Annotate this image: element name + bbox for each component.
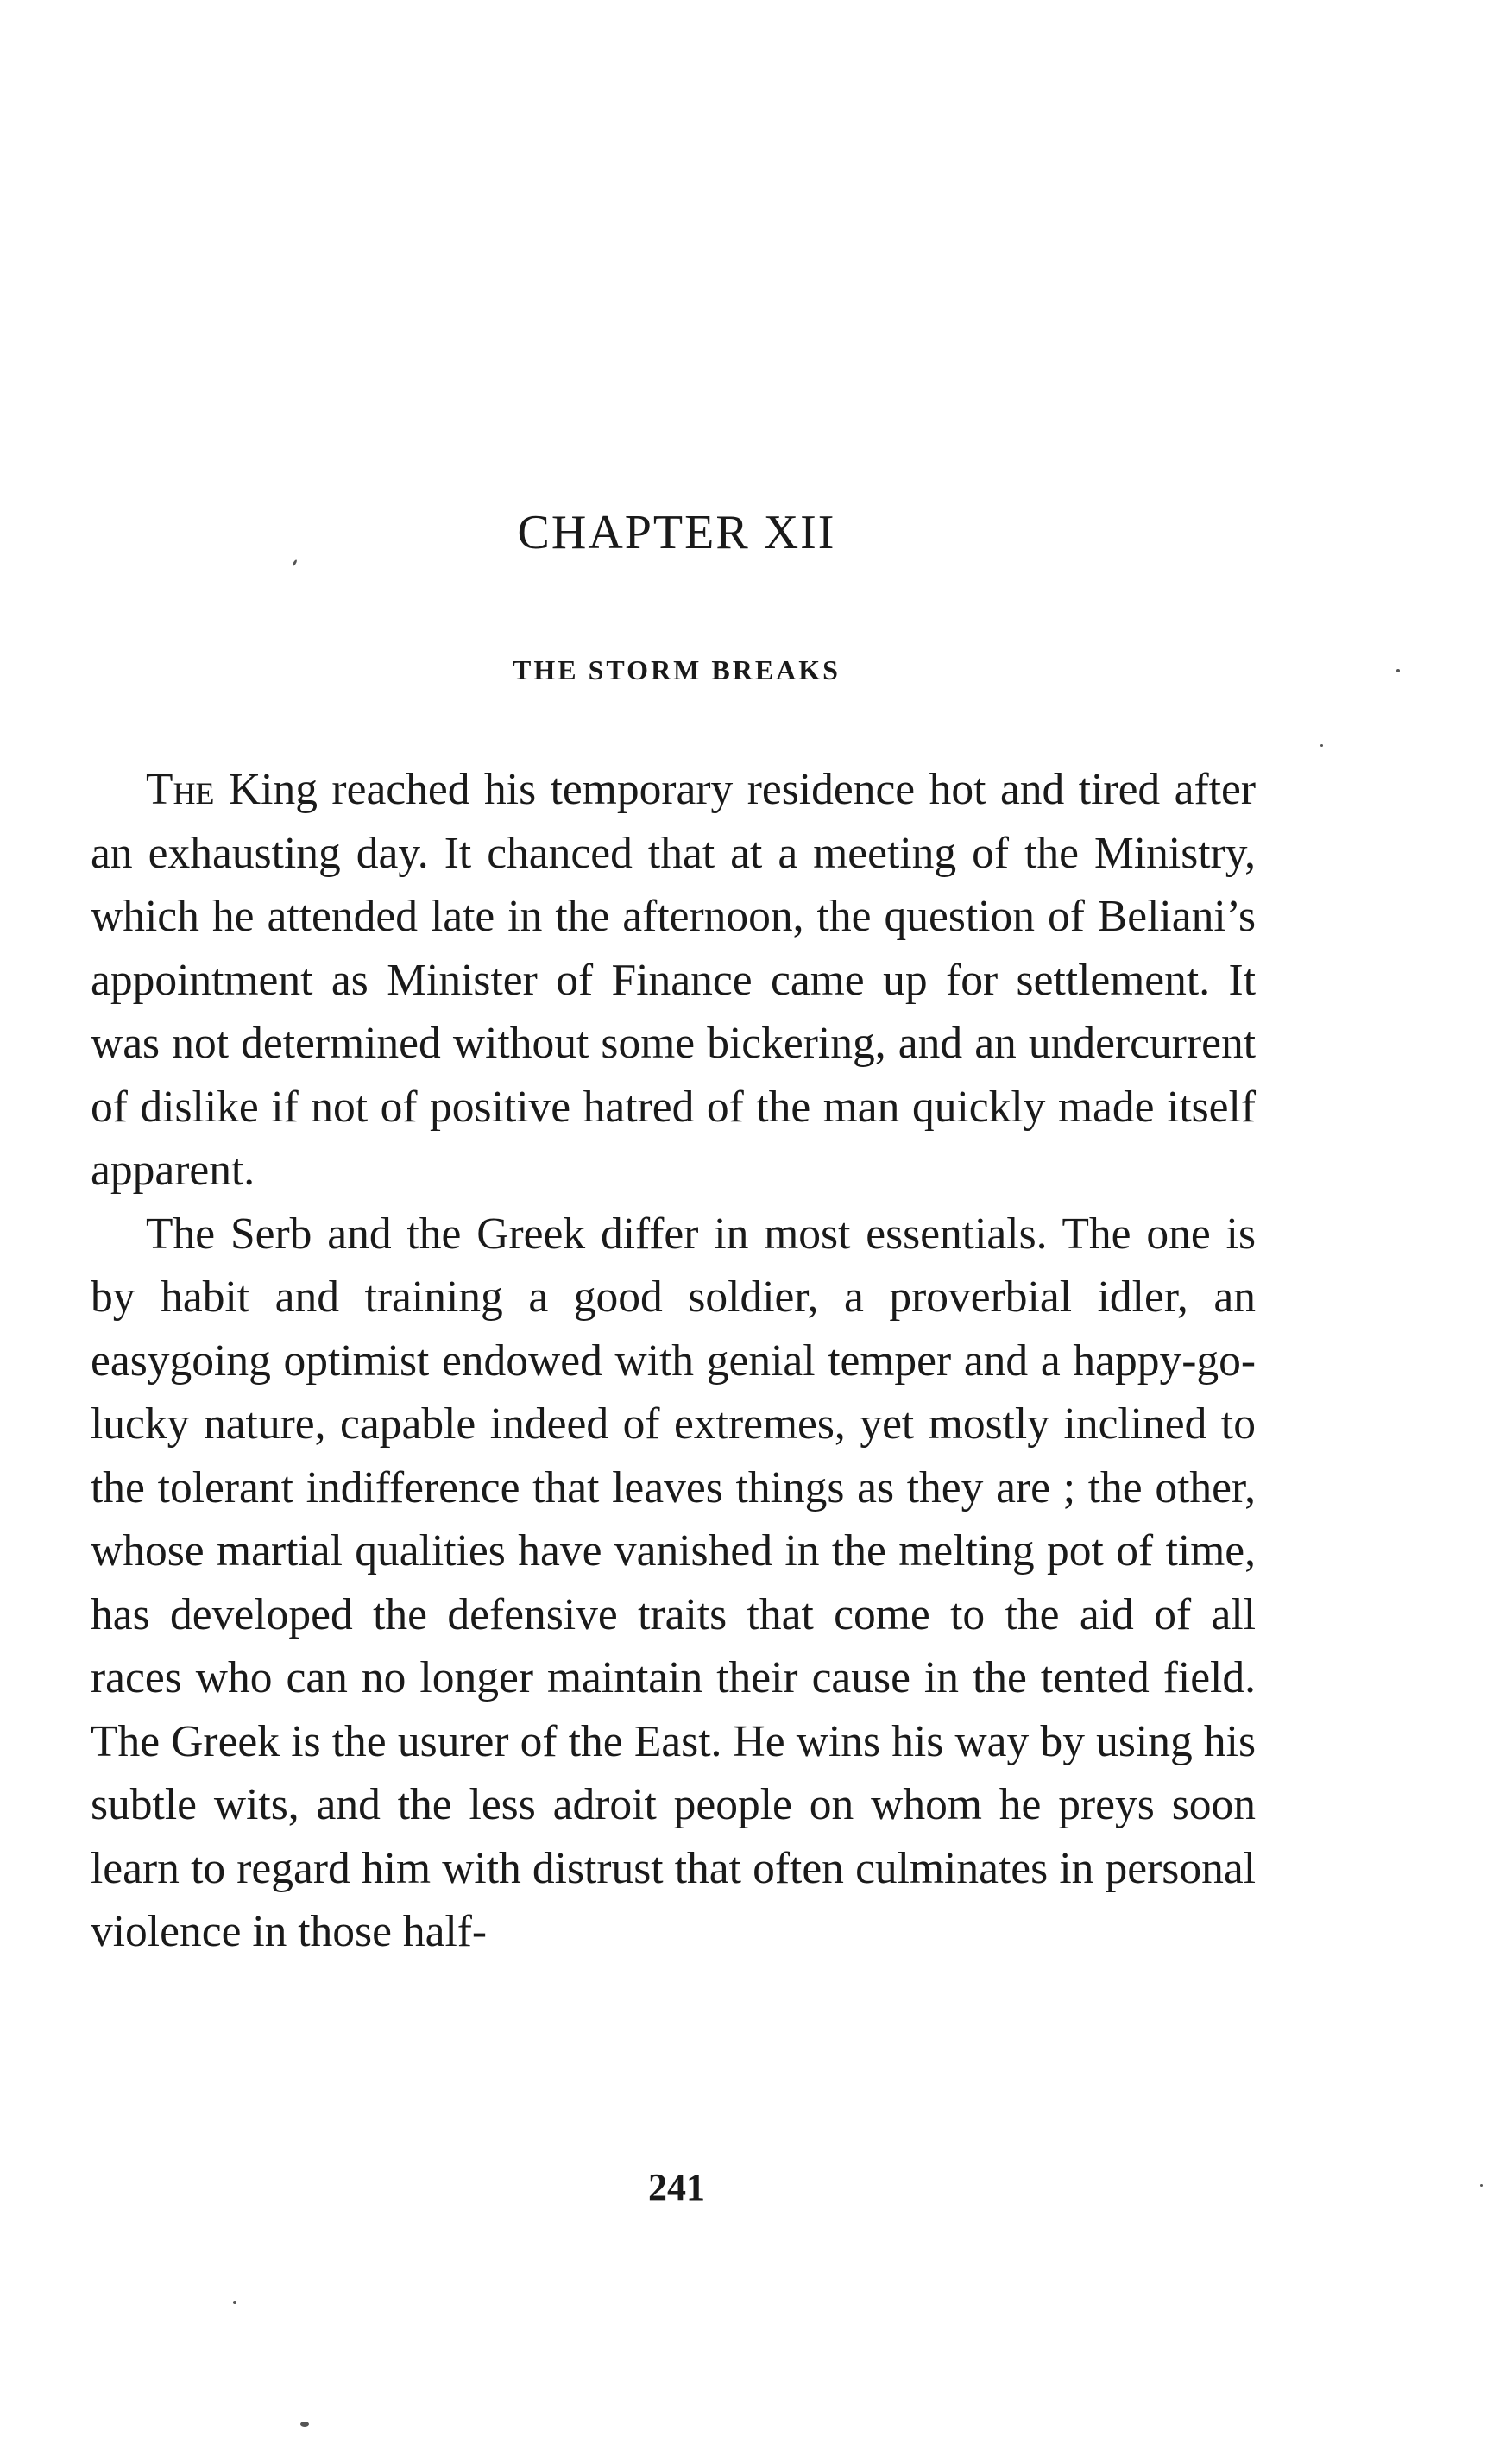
chapter-number: CHAPTER XII (517, 506, 836, 559)
body-text (91, 758, 1256, 1964)
scan-speck (292, 559, 298, 566)
scan-speck (1320, 744, 1323, 747)
scan-speck (1480, 2184, 1483, 2187)
paragraph-1-text: King reached his temporary residence hot and tired after an exhausting day. It chanced that at a meeting of the Ministry, which he attended late in the afternoon, the question of Beliani’s appointment as Minister of Finance came up for settlement. It was not determined without some bickering, and an undercurrent of dislike if not of positive hatred of the man quickly made itself apparent. (91, 765, 1256, 1195)
chapter-title: THE STORM BREAKS (513, 654, 841, 685)
paragraph-2-text: The Serb and the Greek differ in most essentials. The one is by habit and training a good soldier, a proverbial idler, an easygoing optimist endowed with genial temper and a happy-go-lucky nature, capable indeed of extremes, yet mostly inclined to the tolerant indifference that leaves things as they are ; the other, whose martial qualities have vanished in the melting pot of time, has developed the defensive traits that come to the aid of all races who can no longer maintain their cause in the tented field. The Greek is the usurer of the East. He wins his way by using his subtle wits, and the less adroit people on whom he preys soon learn to regard him with distrust that often culminates in personal violence in those half- (91, 1209, 1256, 1956)
paragraph-1-lead: The (146, 765, 215, 814)
paragraph-1 (91, 758, 1256, 1203)
scan-speck (1396, 669, 1400, 672)
page-number: 241 (648, 2166, 705, 2208)
paragraph-2 (91, 1203, 1256, 1964)
scan-speck (233, 2301, 236, 2304)
scan-speck (300, 2422, 309, 2427)
